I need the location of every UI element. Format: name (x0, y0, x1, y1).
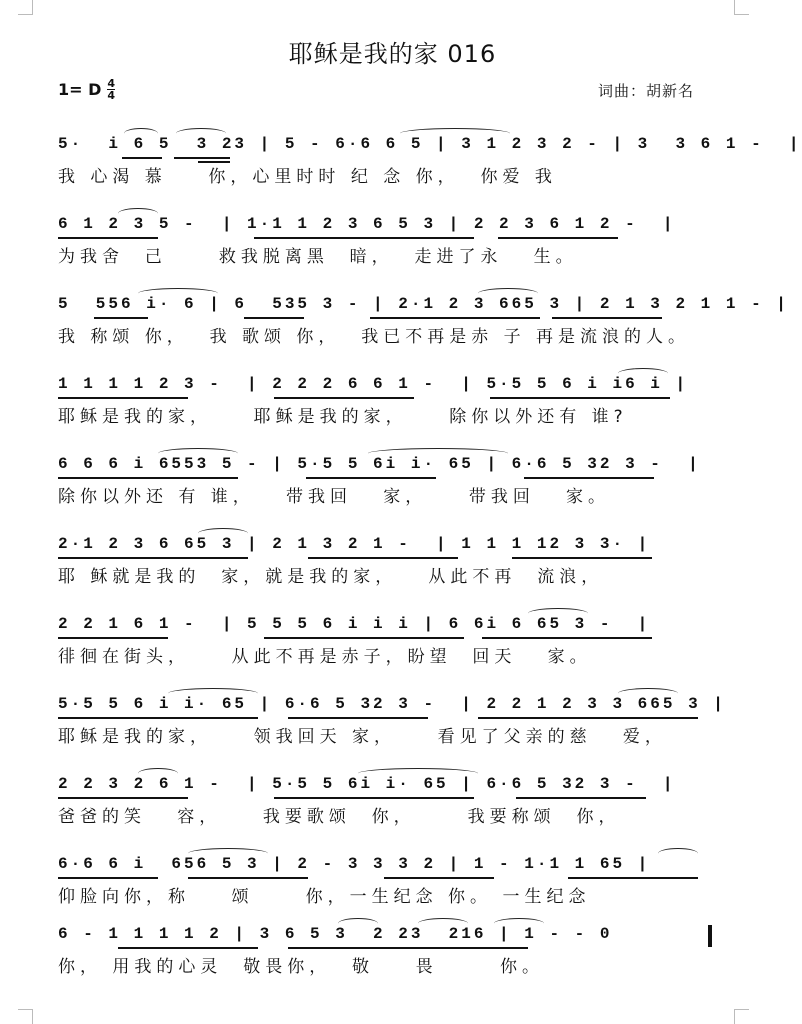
lyric-line: 为我舍 己 救我脱离黑 暗， 走进了永 生。 (58, 247, 578, 267)
music-system (58, 213, 718, 279)
beam-underline (58, 397, 188, 399)
notation-line: 6 - 1 1 1 1 2 | 3 6 5 3 2 23 216 | 1 - - 0 (58, 925, 613, 943)
lyric-line: 你， 用我的心灵 敬畏你， 敬 畏 你。 (58, 957, 545, 977)
notation-line: 5·5 5 6 i i· 65 | 6·6 5 32 3 - | 2 2 1 2 3 3 665 3 | (58, 695, 726, 713)
beam-underline (58, 637, 168, 639)
beam-underline (498, 237, 618, 239)
beam-underline (264, 637, 464, 639)
music-system (58, 133, 802, 199)
notation-line: 2 2 3 2 6 1 - | 5·5 5 6i i· 65 | 6·6 5 32 3 - | (58, 775, 676, 793)
beam-underline (288, 947, 528, 949)
slur-mark (188, 848, 268, 859)
beam-underline (524, 477, 654, 479)
beam-underline (122, 157, 162, 159)
beam-underline (58, 797, 188, 799)
music-system (58, 693, 726, 759)
slur-mark (158, 448, 238, 459)
beam-underline (94, 317, 148, 319)
beam-underline (370, 317, 540, 319)
music-system (58, 533, 718, 599)
beam-underline (118, 947, 258, 949)
crop-mark-top-right (734, 0, 749, 15)
time-numerator: 4 (107, 77, 116, 90)
music-system (58, 373, 718, 439)
notation-line: 6 1 2 3 5 - | 1·1 1 2 3 6 5 3 | 2 2 3 6 1 2 - | (58, 215, 676, 233)
lyric-line: 我 称颂 你， 我 歌颂 你， 我已不再是赤 子 再是流浪的人。 (58, 327, 691, 347)
notation-line: 1 1 1 1 2 3 - | 2 2 2 6 6 1 - | 5·5 5 6 i i6 i | (58, 375, 689, 393)
key-signature (58, 78, 115, 101)
beam-underline (552, 317, 662, 319)
final-barline (708, 925, 712, 947)
slur-mark (138, 768, 178, 779)
beam-underline (568, 877, 698, 879)
beam-underline (58, 717, 258, 719)
slur-mark (176, 128, 226, 139)
music-system (58, 773, 718, 839)
beam-underline (198, 161, 230, 163)
notation-line: 6·6 6 i 656 5 3 | 2 - 3 3 3 2 | 1 - 1·1 1 65 | (58, 855, 651, 873)
notation-line: 5 556 i· 6 | 6 535 3 - | 2·1 2 3 665 3 | 2 1 3 2 1 1 - | (58, 295, 789, 313)
beam-underline (58, 557, 248, 559)
song-title: 耶稣是我的家 016 (288, 40, 497, 68)
lyric-line: 耶稣是我的家， 领我回天 家， 看见了父亲的慈 爱， (58, 727, 667, 747)
lyric-line: 爸爸的笑 容， 我要歌颂 你， 我要称颂 你， (58, 807, 621, 827)
music-system (58, 453, 718, 519)
slur-mark (124, 128, 158, 139)
crop-mark-bottom-right (734, 1009, 749, 1024)
beam-underline (490, 397, 670, 399)
slur-mark (198, 528, 248, 539)
notation-line: 2 2 1 6 1 - | 5 5 5 6 i i i | 6 6i 6 65 3 - | (58, 615, 651, 633)
slur-mark (418, 918, 468, 929)
beam-underline (478, 717, 698, 719)
beam-underline (482, 637, 652, 639)
beam-underline (308, 557, 458, 559)
composer-credit: 词曲：胡新名 (598, 82, 695, 100)
beam-underline (58, 237, 158, 239)
slur-mark (528, 608, 588, 619)
beam-underline (188, 877, 308, 879)
music-system (58, 853, 718, 919)
lyric-line: 我 心渴 慕 你，心里时时 纪 念 你， 你爱 我 (58, 167, 557, 187)
time-signature (107, 78, 115, 101)
slur-mark (168, 688, 258, 699)
beam-underline (288, 717, 428, 719)
beam-underline (512, 557, 652, 559)
slur-mark (618, 368, 668, 379)
slur-mark (118, 208, 158, 219)
lyric-line: 除你以外还 有 谁， 带我回 家， 带我回 家。 (58, 487, 611, 507)
lyric-line: 耶 稣就是我的 家，就是我的家， 从此不再 流浪， (58, 567, 604, 587)
lyric-line: 耶稣是我的家， 耶稣是我的家， 除你以外还有 谁? (58, 407, 628, 427)
slur-mark (138, 288, 218, 299)
lyric-line: 徘徊在街头， 从此不再是赤子，盼望 回天 家。 (58, 647, 592, 667)
beam-underline (384, 877, 494, 879)
slur-mark (478, 288, 538, 299)
slur-mark (618, 688, 678, 699)
notation-line: 5· i 6 5 3 23 | 5 - 6·6 6 5 | 3 1 2 3 2 - | 3 3 6 1 - | (58, 135, 802, 153)
slur-mark (338, 918, 378, 929)
crop-mark-top-left (18, 0, 33, 15)
crop-mark-bottom-left (18, 1009, 33, 1024)
slur-mark (358, 768, 478, 779)
slur-mark (400, 128, 510, 139)
music-system (58, 923, 718, 989)
beam-underline (174, 157, 230, 159)
notation-line: 6 6 6 i 6553 5 - | 5·5 5 6i i· 65 | 6·6 5 32 3 - | (58, 455, 701, 473)
time-denominator: 4 (107, 89, 116, 102)
beam-underline (244, 317, 304, 319)
music-system (58, 613, 718, 679)
slur-mark (368, 448, 508, 459)
beam-underline (254, 237, 474, 239)
beam-underline (58, 877, 158, 879)
beam-underline (516, 797, 646, 799)
key-label: 1= D (58, 80, 102, 99)
beam-underline (274, 797, 474, 799)
slur-mark (494, 918, 544, 929)
beam-underline (306, 477, 436, 479)
music-system (58, 293, 789, 359)
beam-underline (274, 397, 414, 399)
beam-underline (58, 477, 238, 479)
lyric-line: 仰脸向你，称 颂 你，一生纪念 你。 一生纪念 (58, 887, 591, 907)
slur-mark (658, 848, 698, 859)
notation-line: 2·1 2 3 6 65 3 | 2 1 3 2 1 - | 1 1 1 12 3 3· | (58, 535, 651, 553)
